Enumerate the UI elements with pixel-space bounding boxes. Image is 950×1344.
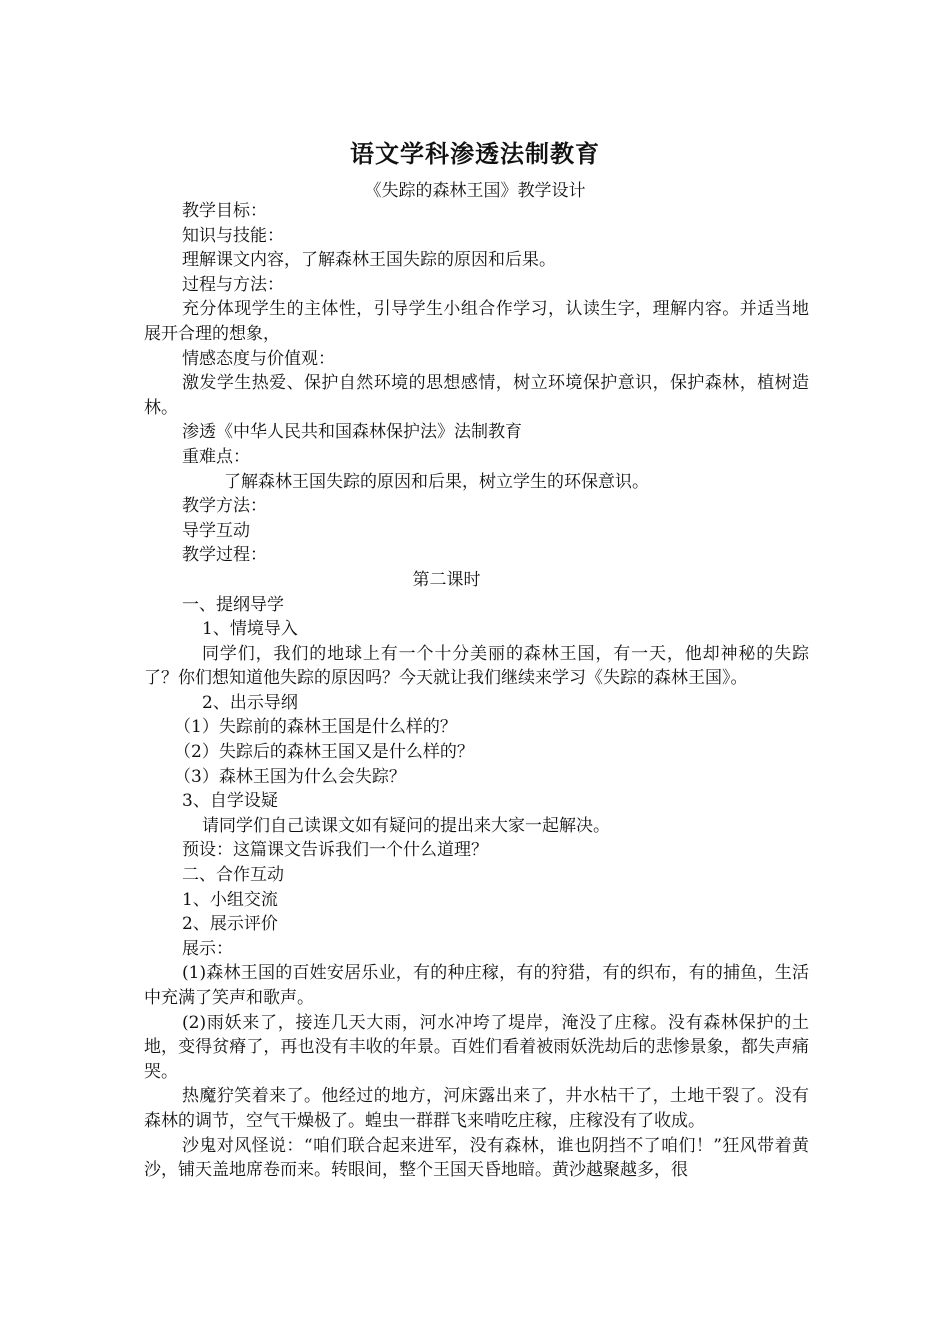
paragraph-question-1: （1）失踪前的森林王国是什么样的？ xyxy=(174,717,457,738)
paragraph-goals-heading: 教学目标： xyxy=(182,201,267,221)
paragraph-intro-text: 同学们，我们的地球上有一个十分美丽的森林王国，有一天，他却神秘的失踪了？你们想知道他失踪的原因吗？今天就让我们继续来学习《失踪的森林王国》。 xyxy=(144,643,809,689)
document-subtitle: 《失踪的森林王国》教学设计 xyxy=(364,181,586,201)
paragraph-heat-demon: 热魔狞笑着来了。他经过的地方，河床露出来了，井水枯干了，土地干裂了。没有森林的调节，空气干燥极了。蝗虫一群群飞来啃吃庄稼，庄稼没有了收成。 xyxy=(144,1086,809,1131)
paragraph-show-2: (2)雨妖来了，接连几天大雨，河水冲垮了堤岸，淹没了庄稼。没有森林保护的土地，变得贫瘠了，再也没有丰收的年景。百姓们看着被雨妖洗劫后的悲惨景象，都失声痛哭。 xyxy=(144,1012,809,1082)
paragraph-knowledge-heading: 知识与技能： xyxy=(182,225,284,246)
paragraph-step-self-study: 3、自学设疑 xyxy=(182,791,278,812)
paragraph-preset-question: 预设：这篇课文告诉我们一个什么道理？ xyxy=(182,840,488,861)
paragraph-step-outline: 2、出示导纲 xyxy=(202,692,298,713)
paragraph-show-label: 展示： xyxy=(182,938,233,959)
paragraph-process-heading: 过程与方法： xyxy=(182,274,284,295)
paragraph-law-text: 渗透《中华人民共和国森林保护法》法制教育 xyxy=(182,422,522,443)
paragraph-method-text: 导学互动 xyxy=(182,520,250,541)
paragraph-lesson-label: 第二课时 xyxy=(412,569,481,590)
paragraph-group-exchange: 1、小组交流 xyxy=(182,889,278,910)
paragraph-show-evaluate: 2、展示评价 xyxy=(182,914,278,935)
paragraph-process-text: 充分体现学生的主体性，引导学生小组合作学习，认读生字，理解内容。并适当地展开合理的想象， xyxy=(144,299,809,344)
paragraph-method-heading: 教学方法： xyxy=(182,496,267,517)
paragraph-emotion-text: 激发学生热爱、保护自然环境的思想感情，树立环境保护意识，保护森林，植树造林。 xyxy=(144,373,809,418)
paragraph-question-2: （2）失踪后的森林王国又是什么样的？ xyxy=(174,742,474,763)
paragraph-section-two: 二、合作互动 xyxy=(182,865,284,886)
document-body xyxy=(144,199,809,1183)
paragraph-key-text: 了解森林王国失踪的原因和后果，树立学生的环保意识。 xyxy=(224,471,649,492)
paragraph-emotion-heading: 情感态度与价值观： xyxy=(182,348,335,369)
paragraph-sand-ghost: 沙鬼对风怪说：“咱们联合起来进军，没有森林，谁也阴挡不了咱们！”狂风带着黄沙，铺天盖地席卷而来。转眼间，整个王国天昏地暗。黄沙越聚越多，很 xyxy=(144,1135,809,1181)
paragraph-process-steps-heading: 教学过程： xyxy=(182,545,267,566)
paragraph-knowledge-text: 理解课文内容，了解森林王国失踪的原因和后果。 xyxy=(182,250,556,271)
paragraph-self-study-text: 请同学们自己读课文如有疑问的提出来大家一起解决。 xyxy=(202,815,610,836)
paragraph-key-heading: 重难点： xyxy=(182,446,250,467)
paragraph-step-intro: 1、情境导入 xyxy=(202,619,298,640)
document-title: 语文学科渗透法制教育 xyxy=(350,140,600,168)
paragraph-question-3: （3）森林王国为什么会失踪？ xyxy=(174,766,406,787)
paragraph-show-1: (1)森林王国的百姓安居乐业，有的种庄稼，有的狩猎，有的织布，有的捕鱼，生活中充满了笑声和歌声。 xyxy=(144,963,809,1008)
paragraph-section-one: 一、提纲导学 xyxy=(182,594,284,615)
